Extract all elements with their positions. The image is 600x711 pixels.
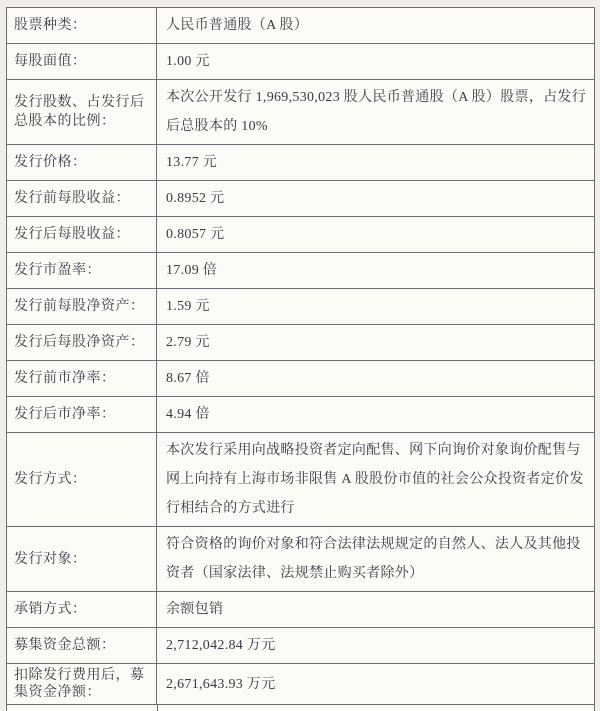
table-row [7, 289, 594, 325]
row-value: 13.77 元 [166, 155, 218, 170]
table-row [7, 664, 594, 705]
row-value: 本次公开发行 1,969,530,023 股人民币普通股（A 股）股票，占发行后总股本的 10% [166, 90, 587, 134]
table-row [7, 80, 594, 145]
table-row [7, 325, 594, 361]
row-label: 发行方式： [7, 433, 157, 526]
row-value: 本次发行采用向战略投资者定向配售、网下向询价对象询价配售与网上向持有上海市场非限售 A 股股份市值的社会公众投资者定价发行相结合的方式进行 [166, 443, 584, 516]
table-row [7, 628, 594, 664]
row-value [158, 705, 594, 711]
row-value: 2,671,643.93 万元 [166, 676, 276, 692]
row-value: 17.09 倍 [166, 263, 218, 278]
row-label: 募集资金总额： [7, 628, 157, 663]
table-row [7, 361, 594, 397]
table-row [7, 592, 594, 628]
table-row-partial [7, 705, 594, 711]
row-label: 发行前市净率： [7, 361, 157, 396]
row-label: 发行对象： [7, 527, 157, 591]
row-label: 扣除发行费用后，募集资金净额： [7, 664, 157, 704]
table-row [7, 253, 594, 289]
row-label: 发行前每股净资产： [7, 289, 157, 324]
table-row [7, 181, 594, 217]
row-value: 1.00 元 [166, 54, 210, 69]
row-value: 1.59 元 [166, 299, 210, 314]
row-label: 发行后每股收益： [7, 217, 157, 252]
table-row [7, 527, 594, 592]
table-row [7, 217, 594, 253]
row-label [7, 705, 158, 711]
row-label: 发行市盈率： [7, 253, 157, 288]
row-label: 每股面值： [7, 44, 157, 79]
row-value: 人民币普通股（A 股） [166, 18, 309, 33]
table-row [7, 8, 594, 44]
row-label: 股票种类： [7, 8, 157, 43]
issuance-details-table [6, 7, 595, 711]
row-value: 2,712,042.84 万元 [166, 638, 276, 653]
table-row [7, 433, 594, 527]
table-row [7, 44, 594, 80]
row-value: 0.8952 元 [166, 191, 225, 206]
row-label: 发行股数、占发行后总股本的比例： [7, 80, 157, 144]
row-label: 发行价格： [7, 145, 157, 180]
row-value: 4.94 倍 [166, 407, 210, 422]
row-value: 8.67 倍 [166, 371, 210, 386]
row-label: 发行前每股收益： [7, 181, 157, 216]
row-value: 余额包销 [166, 602, 224, 617]
row-label: 发行后每股净资产： [7, 325, 157, 360]
row-value: 符合资格的询价对象和符合法律法规规定的自然人、法人及其他投资者（国家法律、法规禁止购买者除外） [166, 537, 581, 581]
row-value: 2.79 元 [166, 335, 210, 350]
row-value: 0.8057 元 [166, 227, 225, 242]
table-row [7, 145, 594, 181]
row-label: 承销方式： [7, 592, 157, 627]
table-row [7, 397, 594, 433]
row-label: 发行后市净率： [7, 397, 157, 432]
